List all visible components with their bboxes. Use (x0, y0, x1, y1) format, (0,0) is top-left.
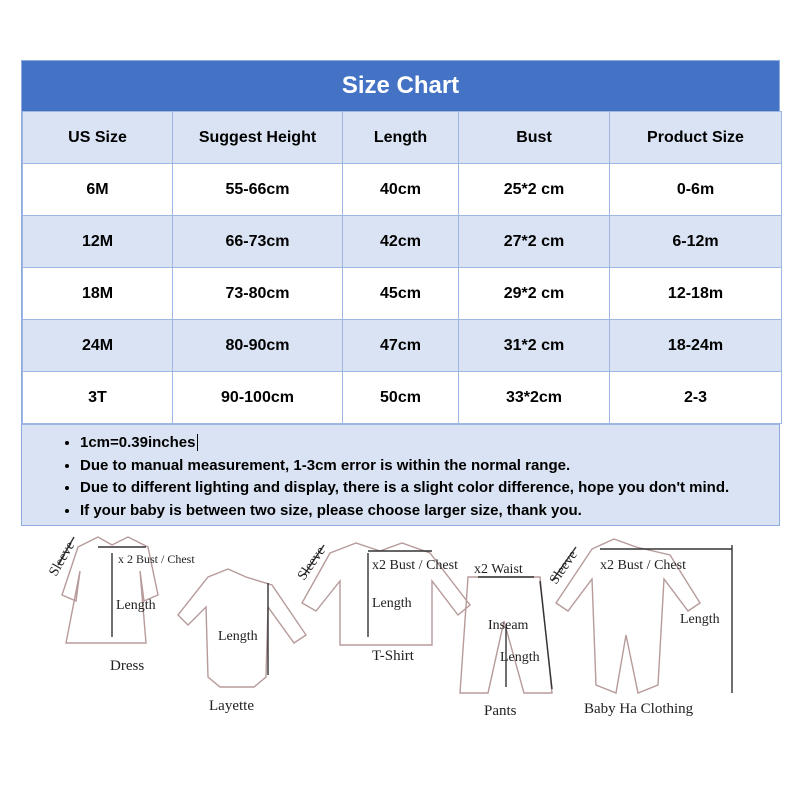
table-cell: 0-6m (610, 164, 782, 216)
table-cell: 18-24m (610, 320, 782, 372)
measurement-diagram (40, 525, 760, 725)
table-cell: 31*2 cm (459, 320, 610, 372)
baby-length-label: Length (680, 612, 720, 627)
table-cell: 2-3 (610, 372, 782, 424)
tshirt-length-label: Length (372, 596, 412, 611)
column-header: Suggest Height (173, 112, 343, 164)
table-row (23, 164, 782, 216)
notes-list (22, 432, 779, 522)
dress-sleeve-label: Sleeve (46, 539, 79, 579)
column-header: Bust (459, 112, 610, 164)
note-item (80, 455, 779, 478)
table-cell: 55-66cm (173, 164, 343, 216)
table-cell: 80-90cm (173, 320, 343, 372)
layette-illustration (178, 569, 306, 714)
tshirt-sleeve-label: Sleeve (294, 544, 329, 584)
table-cell: 6-12m (610, 216, 782, 268)
table-cell: 90-100cm (173, 372, 343, 424)
tshirt-bust-label: x2 Bust / Chest (372, 558, 458, 573)
table-cell: 29*2 cm (459, 268, 610, 320)
table-cell: 24M (23, 320, 173, 372)
note-text: Due to different lighting and display, there is a slight color difference, hope you don't mind. (80, 479, 730, 496)
table-cell: 73-80cm (173, 268, 343, 320)
table-cell: 66-73cm (173, 216, 343, 268)
pants-waist-label: x2 Waist (474, 562, 523, 577)
baby-sleeve-label: Sleeve (546, 548, 581, 588)
layette-length-label: Length (218, 629, 258, 644)
tshirt-caption: T-Shirt (372, 648, 414, 664)
dress-caption: Dress (110, 658, 145, 674)
table-cell: 40cm (343, 164, 459, 216)
chart-title: Size Chart (22, 61, 779, 111)
table-cell: 3T (23, 372, 173, 424)
pants-inseam-label: Inseam (488, 618, 529, 633)
size-table (22, 111, 782, 424)
table-cell: 47cm (343, 320, 459, 372)
pants-illustration (460, 562, 552, 719)
pants-length-label: Length (500, 650, 540, 665)
table-row (23, 216, 782, 268)
table-cell: 25*2 cm (459, 164, 610, 216)
dress-illustration (46, 537, 195, 674)
table-row (23, 372, 782, 424)
table-cell: 33*2cm (459, 372, 610, 424)
column-header: Product Size (610, 112, 782, 164)
baby-caption: Baby Ha Clothing (584, 701, 694, 717)
table-cell: 18M (23, 268, 173, 320)
notes-section (22, 424, 779, 525)
dress-bust-label: x 2 Bust / Chest (118, 552, 195, 566)
note-text: If your baby is between two size, please choose larger size, thank you. (80, 501, 582, 519)
pants-caption: Pants (484, 703, 517, 719)
column-header: Length (343, 112, 459, 164)
table-cell: 12M (23, 216, 173, 268)
table-row (23, 268, 782, 320)
baby-clothing-illustration (547, 539, 732, 717)
table-cell: 50cm (343, 372, 459, 424)
note-item (80, 477, 779, 500)
note-text: 1cm=0.39inches (80, 434, 196, 451)
table-cell: 42cm (343, 216, 459, 268)
size-chart (21, 60, 780, 526)
note-item (80, 432, 779, 455)
table-row (23, 320, 782, 372)
column-header: US Size (23, 112, 173, 164)
note-item (80, 500, 779, 523)
table-cell: 6M (23, 164, 173, 216)
table-cell: 27*2 cm (459, 216, 610, 268)
tshirt-illustration (295, 543, 470, 664)
baby-bust-label: x2 Bust / Chest (600, 558, 686, 573)
dress-length-label: Length (116, 598, 156, 613)
table-cell: 12-18m (610, 268, 782, 320)
layette-caption: Layette (209, 698, 254, 714)
table-cell: 45cm (343, 268, 459, 320)
table-header-row (23, 112, 782, 164)
note-text: Due to manual measurement, 1-3cm error is within the normal range. (80, 456, 571, 474)
